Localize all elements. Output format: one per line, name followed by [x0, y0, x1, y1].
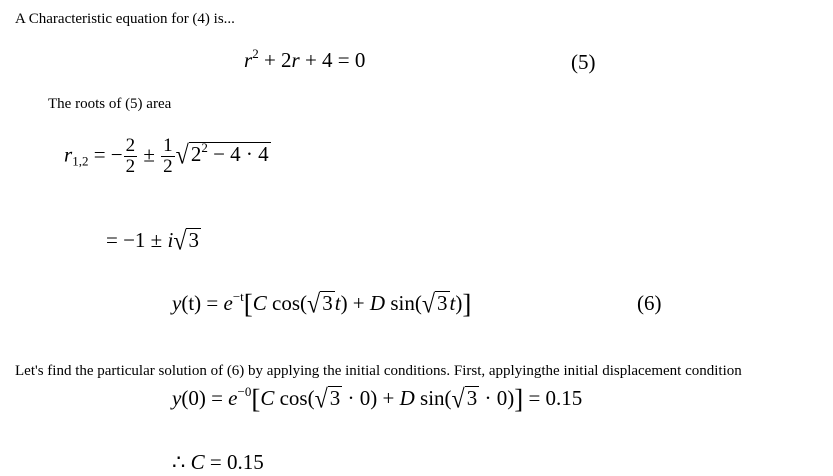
intro-text: A Characteristic equation for (4) is... [15, 11, 235, 27]
y0-sqrt-1 [314, 385, 343, 415]
y0-arg: (0) = [181, 386, 229, 410]
radical-sign-icon: √ [421, 290, 435, 320]
radicand-3: 3 [188, 228, 199, 252]
eq6-radicand-1: 3 [322, 291, 333, 315]
eq6-radicand-2: 3 [437, 291, 448, 315]
radicand [189, 142, 271, 165]
radicand-rest: − 4 · 4 [207, 142, 269, 167]
y0-D: D [399, 386, 415, 410]
fraction-one-over-two [161, 136, 175, 177]
radical-sign-icon: √ [314, 385, 328, 415]
right-bracket-icon: ] [462, 289, 472, 319]
y0-cos: cos( [274, 386, 315, 410]
therefore-icon: ∴ [172, 450, 191, 474]
plus-minus: ± [138, 142, 161, 167]
y0-dot1: · 0) + [342, 386, 400, 410]
eq6-e: e [223, 291, 233, 315]
fraction-two-over-two [124, 136, 138, 177]
eq6-close: ) [455, 291, 463, 315]
eq5-r: r [244, 48, 253, 72]
roots-equation [64, 136, 271, 177]
y0-sqrt-2 [451, 385, 480, 415]
eq6-C: C [252, 291, 267, 315]
equation-y0 [172, 386, 582, 413]
y0-C: C [260, 386, 275, 410]
roots-eq-sign: = − [88, 142, 123, 167]
y0-result: = 0.15 [523, 386, 583, 410]
right-bracket-icon: ] [514, 384, 524, 414]
left-bracket-icon: [ [243, 289, 253, 319]
roots-lhs: r [64, 142, 73, 167]
left-bracket-icon: [ [251, 384, 261, 414]
y0-exponent: −0 [237, 384, 252, 399]
eq5-exponent: 2 [252, 46, 259, 61]
imaginary-unit: i [167, 228, 174, 252]
radical-sign-icon: √ [173, 227, 187, 257]
y0-radicand-2: 3 [466, 386, 478, 410]
roots-intro-text: The roots of (5) area [48, 96, 172, 112]
eq6-exponent: −t [232, 289, 244, 304]
equation-6 [172, 291, 471, 318]
y0-radicand-1: 3 [329, 386, 341, 410]
eq6-arg: (t) = [181, 291, 224, 315]
particular-intro-text: Let's find the particular solution of (6) by applying the initial conditions. First, applyingthe initial displacement condition [15, 363, 742, 379]
eq5-middle: + 2 [258, 48, 292, 72]
radical-sign-icon: √ [451, 385, 465, 415]
eq6-cos: cos( [266, 291, 308, 315]
y0-dot2: · 0) [479, 386, 515, 410]
eq6-sqrt-2 [421, 290, 450, 320]
eq5-tail: + 4 = 0 [299, 48, 366, 72]
y0-e: e [228, 386, 238, 410]
radicand-base: 2 [190, 142, 202, 167]
conclusion-line [172, 452, 264, 473]
conclusion-value: = 0.15 [204, 450, 264, 474]
eq6-sqrt-1 [307, 290, 335, 320]
conclusion-C: C [190, 450, 205, 474]
radical-sign-icon: √ [307, 290, 321, 320]
eq5-r2: r [291, 48, 300, 72]
frac1-denominator: 2 [125, 155, 136, 177]
eq6-mid: ) + [340, 291, 370, 315]
equation-5 [244, 46, 366, 72]
square-root [175, 140, 271, 171]
eq6-y: y [172, 291, 182, 315]
sqrt-3 [173, 227, 201, 257]
eq6-sin: sin( [385, 291, 422, 315]
y0-sin: sin( [414, 386, 452, 410]
eq6-t1: t [334, 291, 341, 315]
frac2-denominator: 2 [163, 155, 173, 177]
equation-6-number: (6) [637, 291, 662, 315]
frac1-numerator: 2 [125, 135, 136, 156]
eq6-D: D [369, 291, 386, 315]
y0-y: y [172, 386, 182, 410]
eq6-t2: t [449, 291, 456, 315]
roots-subscript: 1,2 [72, 153, 89, 169]
roots-line-2 [106, 227, 201, 257]
radical-sign-icon: √ [175, 141, 189, 171]
equation-5-number: (5) [571, 50, 596, 74]
radicand-exponent: 2 [201, 140, 208, 156]
frac2-numerator: 1 [163, 135, 173, 156]
roots-line2-prefix: = −1 ± [106, 228, 168, 252]
